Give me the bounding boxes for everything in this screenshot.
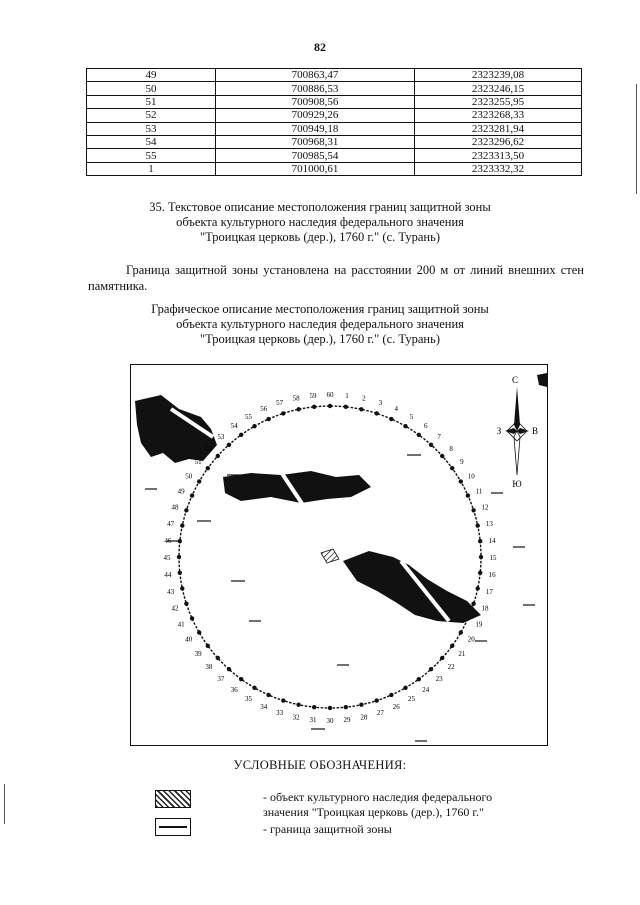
table-cell-y: 2323239,08	[415, 69, 582, 82]
table-cell-x: 700886,53	[216, 82, 415, 95]
boundary-point	[216, 454, 220, 458]
terrain-blotches	[135, 373, 547, 623]
table-cell-point: 50	[87, 82, 216, 95]
boundary-point-label: 55	[245, 412, 252, 421]
table-cell-point: 54	[87, 135, 216, 148]
boundary-point-label: 14	[488, 537, 496, 545]
boundary-point	[429, 667, 433, 671]
boundary-point	[227, 667, 231, 671]
page-number: 82	[314, 40, 326, 54]
boundary-point-label: 42	[171, 604, 179, 613]
legend-item-label	[263, 822, 392, 837]
boundary-point	[478, 571, 482, 575]
boundary-point	[471, 508, 475, 512]
boundary-point	[328, 706, 332, 710]
legend-item-label	[263, 790, 492, 820]
boundary-point-label: 12	[481, 503, 489, 512]
heritage-object-swatch	[155, 790, 191, 808]
text-description-heading	[0, 200, 640, 245]
heading-line: "Троицкая церковь (дер.), 1760 г." (с. Турань)	[200, 230, 440, 244]
legend-line: - объект культурного наследия федерального	[263, 790, 493, 804]
boundary-point	[252, 686, 256, 690]
boundary-point	[178, 571, 182, 575]
heading-line: 35. Текстовое описание местоположения границ защитной зоны	[149, 200, 491, 214]
boundary-point	[312, 405, 316, 409]
boundary-point	[178, 539, 182, 543]
boundary-point	[466, 616, 470, 620]
table-cell-point: 52	[87, 109, 216, 122]
legend-title: УСЛОВНЫЕ ОБОЗНАЧЕНИЯ:	[233, 758, 407, 772]
boundary-point-label: 2	[362, 394, 366, 403]
boundary-point-label: 29	[343, 716, 351, 725]
boundary-point	[478, 539, 482, 543]
boundary-point-label: 31	[309, 716, 317, 725]
boundary-point	[328, 404, 332, 408]
boundary-point	[180, 523, 184, 527]
boundary-point	[417, 433, 421, 437]
heading-line: "Троицкая церковь (дер.), 1760 г." (с. Турань)	[200, 332, 440, 346]
boundary-point-label: 4	[394, 405, 399, 414]
boundary-point-label: 32	[292, 713, 300, 722]
heritage-object-polygon	[321, 549, 339, 563]
table-cell-y: 2323332,32	[415, 162, 582, 175]
table-cell-y: 2323268,33	[415, 109, 582, 122]
boundary-point	[459, 479, 463, 483]
boundary-point-label: 6	[424, 422, 428, 431]
boundary-swatch	[155, 818, 191, 836]
compass-rose	[497, 375, 538, 489]
boundary-point	[216, 656, 220, 660]
boundary-point	[190, 493, 194, 497]
boundary-point	[197, 479, 201, 483]
legend-line: значения "Троицкая церковь (дер.), 1760 г."	[263, 805, 484, 819]
boundary-point	[239, 433, 243, 437]
boundary-point-label: 33	[276, 709, 284, 717]
compass-east-label: В	[531, 426, 539, 436]
boundary-point-label: 44	[164, 571, 172, 579]
boundary-point-label: 28	[360, 713, 368, 722]
boundary-point	[440, 454, 444, 458]
coordinates-table-body	[87, 69, 582, 176]
boundary-point	[479, 555, 483, 559]
table-cell-x: 700863,47	[216, 69, 415, 82]
coordinates-table	[86, 68, 582, 176]
boundary-point-label: 19	[475, 620, 483, 629]
boundary-point	[450, 466, 454, 470]
table-cell-x: 700929,26	[216, 109, 415, 122]
table-cell-x: 700949,18	[216, 122, 415, 135]
table-cell-y: 2323246,15	[415, 82, 582, 95]
graphic-description-heading	[0, 302, 640, 347]
boundary-point	[197, 630, 201, 634]
boundary-point	[375, 698, 379, 702]
boundary-point	[417, 677, 421, 681]
boundary-point	[206, 644, 210, 648]
boundary-point	[184, 602, 188, 606]
compass-west-label: З	[496, 426, 502, 436]
boundary-point-label: 52	[205, 444, 213, 453]
boundary-point	[281, 698, 285, 702]
boundary-point	[252, 424, 256, 428]
boundary-point-label: 38	[205, 663, 213, 672]
boundary-point-label: 47	[167, 520, 175, 529]
table-cell-point: 51	[87, 95, 216, 108]
boundary-point	[429, 443, 433, 447]
boundary-point-label: 40	[185, 635, 193, 644]
boundary-point-label: 34	[260, 702, 268, 711]
table-cell-y: 2323296,62	[415, 135, 582, 148]
boundary-point-label: 53	[217, 432, 225, 441]
legend-line: - граница защитной зоны	[263, 822, 392, 836]
boundary-point-label: 7	[437, 432, 441, 441]
boundary-point-label: 5	[409, 412, 414, 421]
scan-margin-mark	[636, 84, 637, 194]
boundary-point	[281, 411, 285, 415]
boundary-point-label: 23	[435, 675, 443, 684]
scan-margin-mark	[4, 784, 5, 824]
boundary-paragraph: Граница защитной зоны установлена на расстоянии 200 м от линий внешних стен памятника.	[88, 263, 584, 293]
boundary-point-label: 22	[447, 663, 455, 672]
boundary-point-label: 13	[485, 520, 493, 529]
boundary-point	[227, 443, 231, 447]
boundary-point-label: 59	[309, 391, 317, 400]
boundary-point-label: 8	[449, 444, 453, 453]
table-cell-point: 53	[87, 122, 216, 135]
table-cell-x: 701000,61	[216, 162, 415, 175]
compass-south-label: Ю	[512, 479, 522, 489]
boundary-point-label: 25	[408, 695, 415, 704]
boundary-point	[206, 466, 210, 470]
boundary-point-label: 51	[194, 458, 202, 467]
boundary-point-label: 58	[292, 394, 300, 403]
table-row	[87, 122, 582, 135]
table-row	[87, 82, 582, 95]
table-cell-point: 49	[87, 69, 216, 82]
table-cell-y: 2323281,94	[415, 122, 582, 135]
boundary-point-label: 54	[230, 422, 238, 431]
boundary-point	[184, 508, 188, 512]
boundary-point	[359, 407, 363, 411]
boundary-point	[375, 411, 379, 415]
boundary-point-label: 48	[171, 503, 179, 512]
boundary-point	[296, 407, 300, 411]
heading-line: Графическое описание местоположения границ защитной зоны	[151, 302, 489, 316]
boundary-point-label: 49	[177, 487, 185, 496]
table-cell-x: 700968,31	[216, 135, 415, 148]
boundary-point	[239, 677, 243, 681]
boundary-point	[403, 686, 407, 690]
boundary-point-label: 10	[467, 472, 475, 481]
map-canvas	[131, 365, 547, 745]
table-cell-point: 55	[87, 149, 216, 162]
boundary-point	[389, 693, 393, 697]
table-row	[87, 109, 582, 122]
boundary-point	[266, 693, 270, 697]
boundary-point	[344, 705, 348, 709]
boundary-point-label: 45	[163, 554, 171, 562]
boundary-point-label: 20	[467, 635, 475, 644]
table-row	[87, 69, 582, 82]
boundary-point-label: 9	[460, 458, 464, 467]
protection-zone-map	[130, 364, 548, 746]
boundary-point	[359, 703, 363, 707]
table-cell-point: 1	[87, 162, 216, 175]
table-cell-x: 700908,56	[216, 95, 415, 108]
boundary-point-label: 3	[378, 399, 383, 407]
heading-line: объекта культурного наследия федерального значения	[176, 317, 464, 331]
boundary-point	[466, 493, 470, 497]
boundary-point-label: 11	[475, 487, 483, 496]
heading-line: объекта культурного наследия федерального значения	[176, 215, 464, 229]
boundary-point-label: 56	[260, 405, 268, 414]
boundary-point	[389, 417, 393, 421]
boundary-point	[450, 644, 454, 648]
boundary-point	[459, 630, 463, 634]
boundary-point	[476, 523, 480, 527]
boundary-point	[180, 586, 184, 590]
compass-north-label: С	[511, 375, 519, 385]
boundary-point-label: 17	[485, 587, 493, 596]
table-cell-y: 2323255,95	[415, 95, 582, 108]
boundary-point-label: 57	[276, 399, 284, 407]
boundary-point	[344, 405, 348, 409]
boundary-point-label: 21	[458, 649, 466, 658]
boundary-point	[403, 424, 407, 428]
boundary-point	[190, 616, 194, 620]
boundary-point-label: 37	[217, 675, 225, 684]
boundary-point	[471, 602, 475, 606]
boundary-point	[296, 703, 300, 707]
table-row	[87, 95, 582, 108]
boundary-point-label: 60	[326, 391, 334, 399]
boundary-point	[266, 417, 270, 421]
boundary-point	[177, 555, 181, 559]
table-row	[87, 162, 582, 175]
table-row	[87, 149, 582, 162]
boundary-point-label: 24	[422, 685, 430, 694]
boundary-point-label: 35	[245, 695, 252, 704]
boundary-point-label: 50	[185, 472, 193, 481]
boundary-point-label: 36	[230, 685, 238, 694]
table-row	[87, 135, 582, 148]
boundary-point-label: 16	[488, 571, 496, 579]
boundary-point-label: 41	[177, 620, 185, 629]
boundary-point-label: 26	[392, 702, 400, 711]
boundary-point-label: 39	[194, 649, 202, 658]
boundary-point	[476, 586, 480, 590]
boundary-point	[440, 656, 444, 660]
table-cell-y: 2323313,50	[415, 149, 582, 162]
boundary-point-label: 43	[167, 587, 175, 596]
boundary-point-label: 46	[164, 537, 172, 545]
boundary-point-label: 15	[489, 554, 497, 562]
boundary-point-label: 30	[326, 717, 334, 725]
boundary-point-label: 27	[376, 709, 384, 717]
boundary-point-label: 18	[481, 604, 489, 613]
boundary-point	[312, 705, 316, 709]
table-cell-x: 700985,54	[216, 149, 415, 162]
boundary-point-label: 1	[345, 391, 349, 400]
